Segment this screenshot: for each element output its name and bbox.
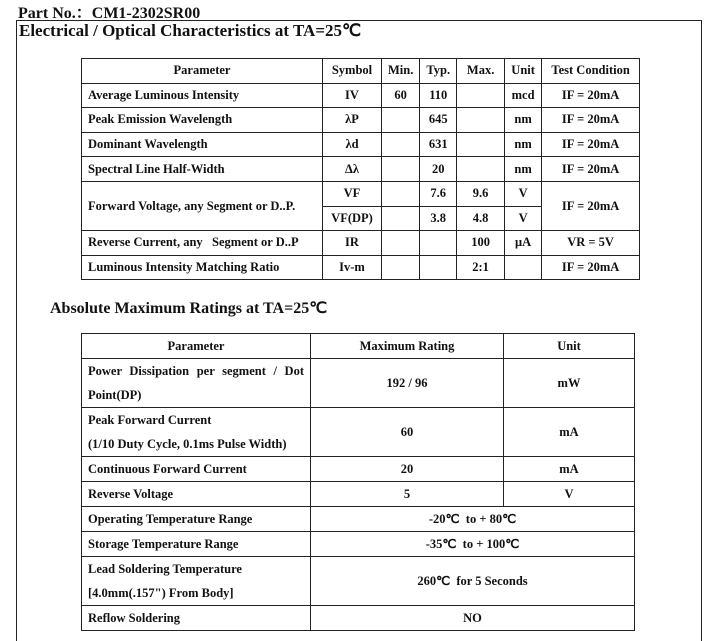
header-cell: Test Condition [542,59,640,84]
cell: mW [504,359,635,408]
cell: Iv-m [323,255,382,280]
cell: 260℃ for 5 Seconds [311,557,635,606]
cell: mcd [505,83,542,108]
cell: VR = 5V [542,231,640,256]
table-row [82,231,640,256]
cell [505,255,542,280]
cell: Δλ [323,157,382,182]
cell: μA [505,231,542,256]
cell: 60 [382,83,420,108]
cell: Forward Voltage, any Segment or D..P. [82,181,323,230]
cell: Power Dissipation per segment / Dot Point(DP) [82,359,311,408]
cell: 60 [311,408,504,457]
table-row [82,408,635,457]
cell: NO [311,606,635,631]
cell: Average Luminous Intensity [82,83,323,108]
cell-line: Lead Soldering Temperature [88,562,242,576]
cell: nm [505,132,542,157]
cell: mA [504,457,635,482]
header-cell: Maximum Rating [311,334,504,359]
header-cell: Unit [504,334,635,359]
cell: 7.6 [420,181,457,206]
cell: λP [323,108,382,133]
cell: Reverse Voltage [82,482,311,507]
cell: IF = 20mA [542,108,640,133]
cell: nm [505,157,542,182]
cell [457,157,505,182]
cell: Luminous Intensity Matching Ratio [82,255,323,280]
cell: IF = 20mA [542,83,640,108]
cell: IF = 20mA [542,157,640,182]
cell [382,231,420,256]
cell: λd [323,132,382,157]
header-cell: Min. [382,59,420,84]
cell [382,181,420,206]
table-row [82,181,640,206]
cell: V [504,482,635,507]
header-cell: Typ. [420,59,457,84]
cell [420,255,457,280]
cell: Reverse Current, any Segment or D..P [82,231,323,256]
cell: Operating Temperature Range [82,507,311,532]
cell: 192 / 96 [311,359,504,408]
cell [382,108,420,133]
cell [420,231,457,256]
table-row [82,532,635,557]
electrical-table [81,58,640,280]
cell: -35℃ to + 100℃ [311,532,635,557]
cell: IF = 20mA [542,132,640,157]
cell-line: [4.0mm(.157") From Body] [88,586,234,600]
header-cell: Parameter [82,59,323,84]
cell: VF [323,181,382,206]
cell: 5 [311,482,504,507]
cell [82,408,311,457]
cell [382,206,420,231]
cell [457,83,505,108]
cell: Storage Temperature Range [82,532,311,557]
cell: IR [323,231,382,256]
cell: 20 [311,457,504,482]
absolute-ratings-table [81,333,635,631]
cell: 631 [420,132,457,157]
cell: nm [505,108,542,133]
cell: Continuous Forward Current [82,457,311,482]
cell: Dominant Wavelength [82,132,323,157]
cell: IF = 20mA [542,255,640,280]
table-row [82,606,635,631]
cell-line: Peak Forward Current [88,413,212,427]
cell: 3.8 [420,206,457,231]
cell: IF = 20mA [542,181,640,230]
cell: Peak Emission Wavelength [82,108,323,133]
header-cell: Unit [505,59,542,84]
table-header-row [82,59,640,84]
table-header-row [82,334,635,359]
cell [82,557,311,606]
table-row [82,359,635,408]
header-cell: Parameter [82,334,311,359]
cell-line: (1/10 Duty Cycle, 0.1ms Pulse Width) [88,437,287,451]
cell: 645 [420,108,457,133]
cell: 20 [420,157,457,182]
cell: V [505,181,542,206]
table-row [82,557,635,606]
cell: 100 [457,231,505,256]
header-cell: Symbol [323,59,382,84]
table-row [82,255,640,280]
cell: 9.6 [457,181,505,206]
cell: -20℃ to + 80℃ [311,507,635,532]
table-row [82,132,640,157]
table-row [82,457,635,482]
cell: 110 [420,83,457,108]
part-number: Part No.：CM1-2302SR00 [18,5,201,22]
table-row [82,482,635,507]
electrical-title: Electrical / Optical Characteristics at TA=25℃ [19,21,362,40]
cell [457,108,505,133]
cell: IV [323,83,382,108]
cell [382,132,420,157]
table-row [82,83,640,108]
cell [382,255,420,280]
cell: VF(DP) [323,206,382,231]
absolute-title: Absolute Maximum Ratings at TA=25℃ [50,300,328,317]
table-row [82,157,640,182]
cell [457,132,505,157]
cell: 2:1 [457,255,505,280]
cell: 4.8 [457,206,505,231]
cell [382,157,420,182]
table-row [82,507,635,532]
cell: V [505,206,542,231]
cell: Spectral Line Half-Width [82,157,323,182]
cell: mA [504,408,635,457]
header-cell: Max. [457,59,505,84]
cell: Reflow Soldering [82,606,311,631]
table-row [82,108,640,133]
